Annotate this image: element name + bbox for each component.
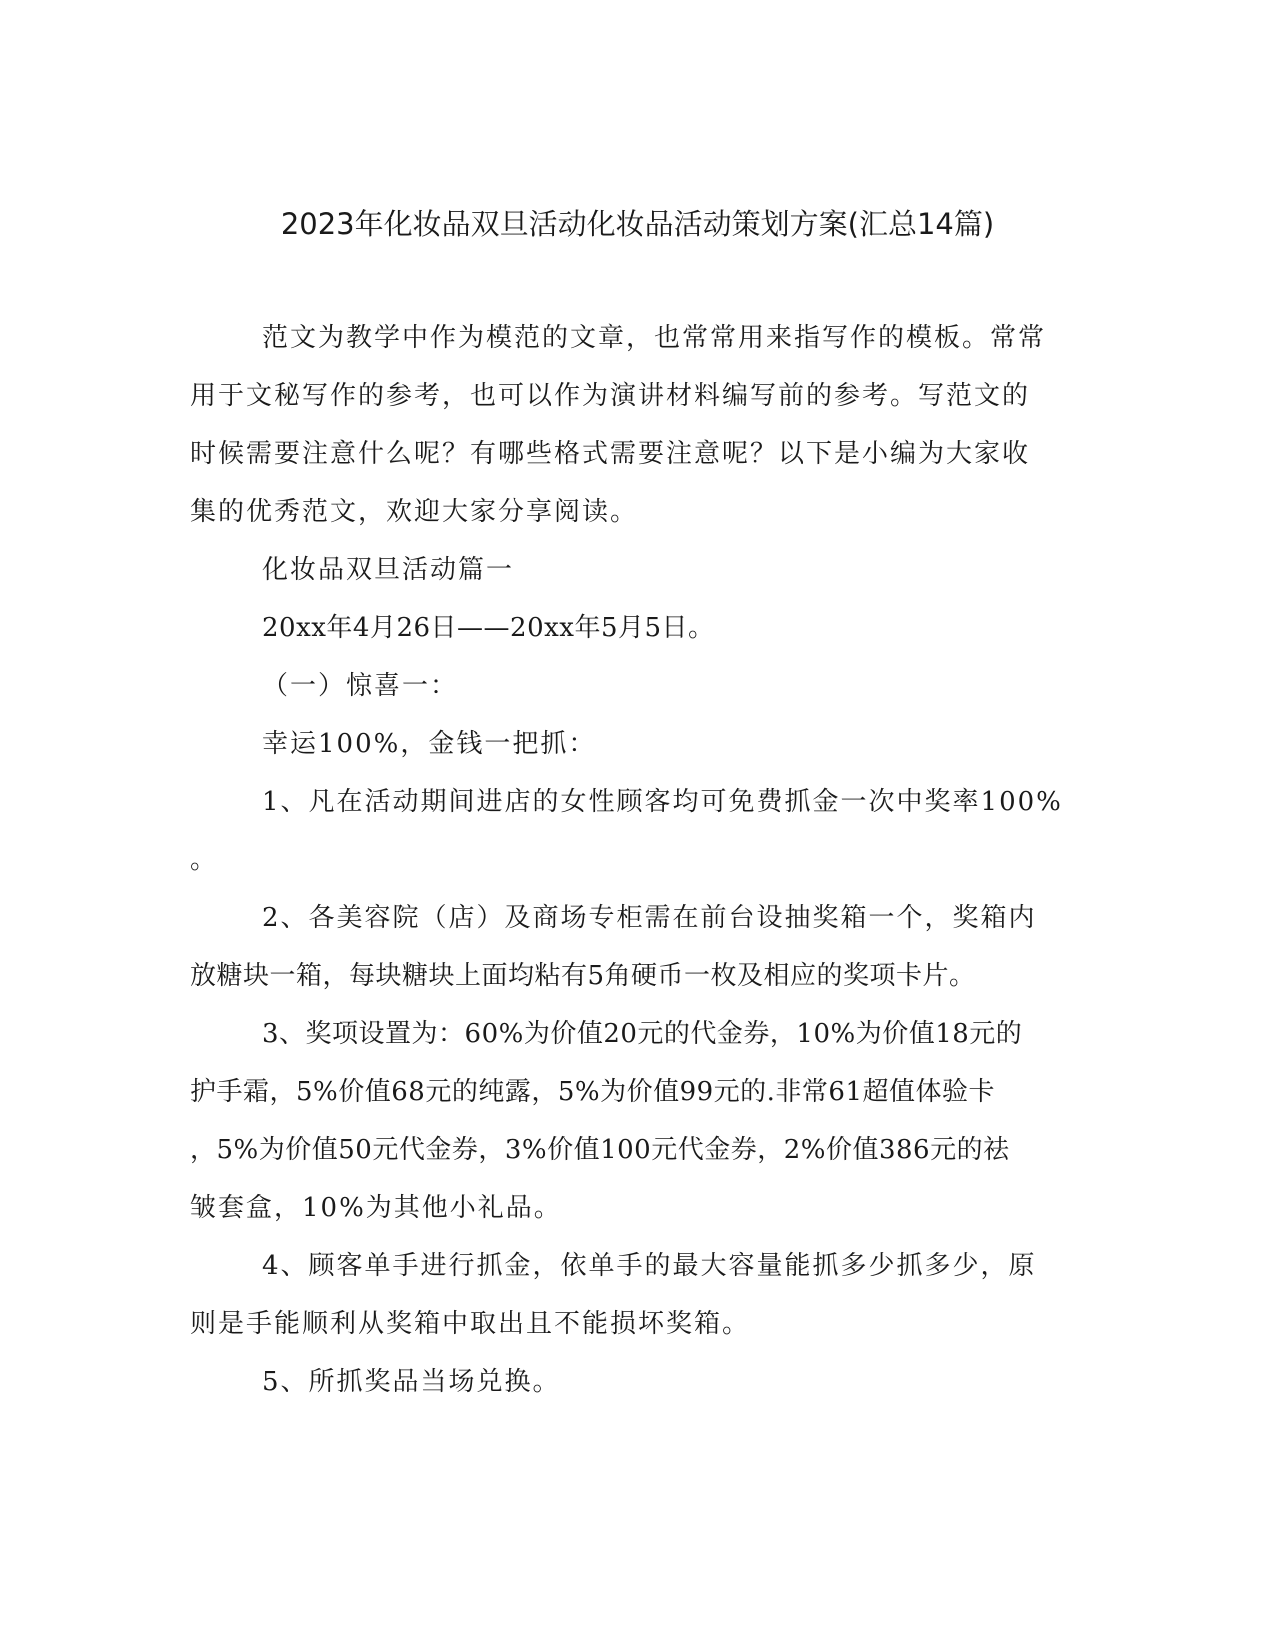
paragraph-line: 时候需要注意什么呢？有哪些格式需要注意呢？以下是小编为大家收 (190, 439, 1031, 469)
paragraph-line: 集的优秀范文，欢迎大家分享阅读。 (190, 497, 639, 527)
list-item-line: 皱套盒，10%为其他小礼品。 (190, 1193, 562, 1223)
list-item-line: ，5%为价值50元代金券，3%价值100元代金券，2%价值386元的祛 (190, 1135, 1010, 1165)
list-item-line: 放糖块一箱，每块糖块上面均粘有5角硬币一枚及相应的奖项卡片。 (190, 961, 976, 991)
paragraph-line: 范文为教学中作为模范的文章，也常常用来指写作的模板。常常 (262, 323, 1047, 353)
list-item-line: 护手霜，5%价值68元的纯露，5%为价值99元的.非常61超值体验卡 (190, 1077, 996, 1107)
list-item-line: 4、顾客单手进行抓金，依单手的最大容量能抓多少抓多少，原 (262, 1251, 1037, 1281)
list-item-line: 。 (190, 845, 219, 875)
list-item-line: 1、凡在活动期间进店的女性顾客均可免费抓金一次中奖率100% (262, 787, 1063, 817)
list-item-line: 3、奖项设置为：60%为价值20元的代金券，10%为价值18元的 (262, 1019, 1023, 1049)
section-heading: 化妆品双旦活动篇一 (262, 555, 515, 585)
date-range: 20xx年4月26日——20xx年5月5日。 (262, 613, 715, 643)
paragraph-line: 用于文秘写作的参考，也可以作为演讲材料编写前的参考。写范文的 (190, 381, 1031, 411)
list-item-line: 5、所抓奖品当场兑换。 (262, 1367, 561, 1397)
paragraph-line: 幸运100%，金钱一把抓： (262, 729, 597, 759)
subsection-heading: （一）惊喜一： (262, 671, 459, 701)
list-item-line: 则是手能顺利从奖箱中取出且不能损坏奖箱。 (190, 1309, 751, 1339)
document-title: 2023年化妆品双旦活动化妆品活动策划方案(汇总14篇) (280, 207, 995, 241)
list-item-line: 2、各美容院（店）及商场专柜需在前台设抽奖箱一个，奖箱内 (262, 903, 1037, 933)
